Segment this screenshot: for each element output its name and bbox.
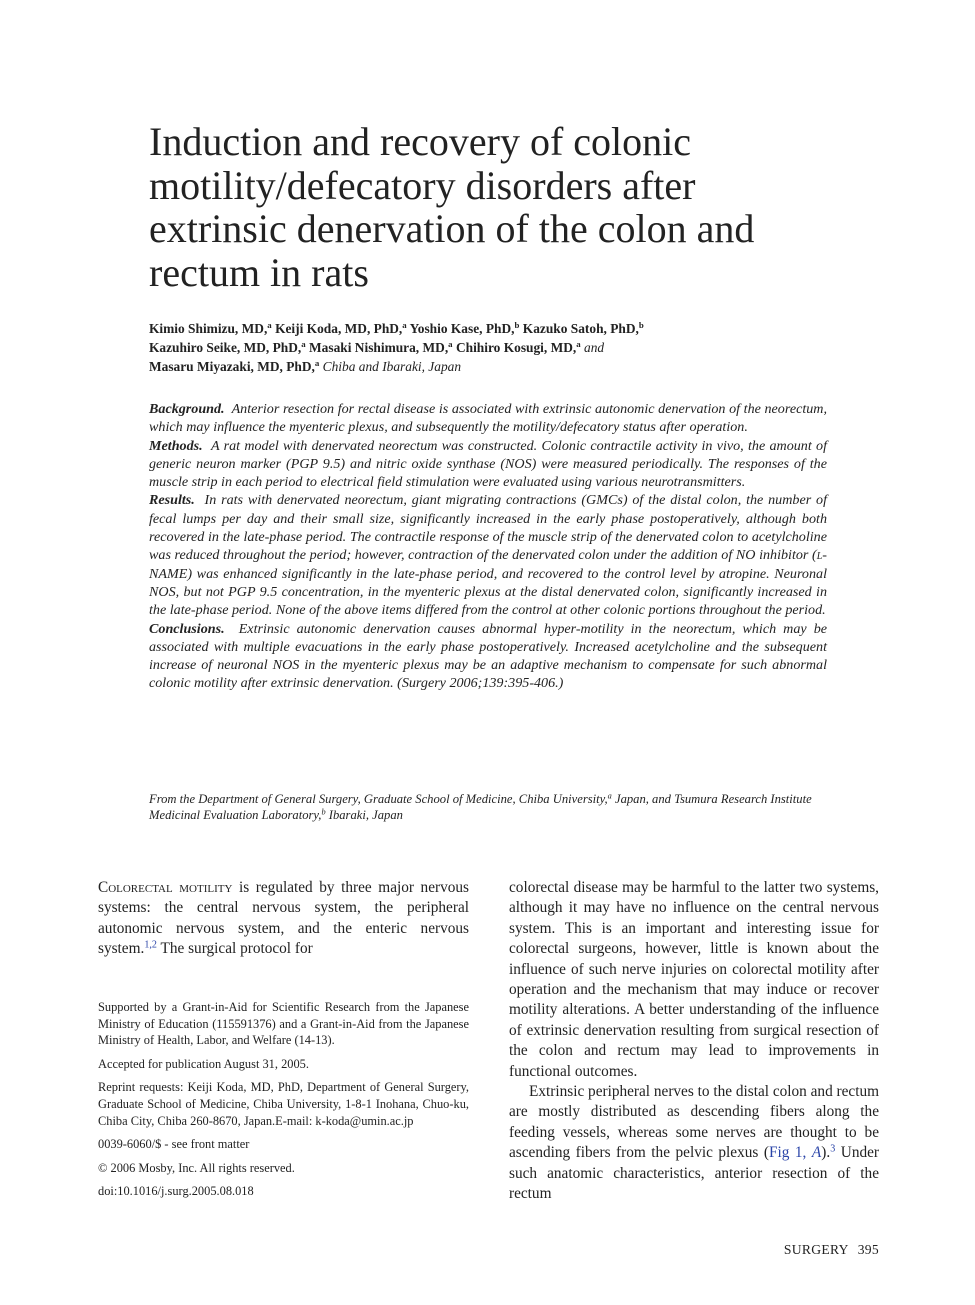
body-text: ). (821, 1144, 831, 1162)
figure-panel-label: A (811, 1144, 822, 1162)
affiliation-text: From the Department of General Surgery, Graduate School of Medicine, Chiba University, (149, 792, 608, 806)
article-title: Induction and recovery of colonic motility/defecatory disorders after extrinsic denervation of the colon and rectum in rats (149, 119, 755, 295)
author-name: Masaru Miyazaki, MD, PhD, (149, 359, 315, 374)
affiliation-text: Japan, and Tsumura Research Institute Medicinal Evaluation Laboratory, (149, 792, 812, 823)
lead-in: Colorectal motility (98, 879, 233, 896)
affiliation-marker: a (267, 320, 272, 331)
abstract-lname-prefix: l (816, 547, 823, 564)
affiliation-marker: a (301, 339, 306, 350)
abstract-text-background: Anterior resection for rectal disease is associated with extrinsic autonomic denervation of the neorectum, which may influence the myenteric plexus, and subsequently the motility/defecatory status after operation. (149, 401, 827, 436)
page-footer (784, 1242, 879, 1258)
copyright-line: © 2006 Mosby, Inc. All rights reserved. (98, 1160, 295, 1175)
author-name: Kazuhiro Seike, MD, PhD, (149, 340, 302, 355)
abstract-conclusions (149, 620, 827, 693)
reference-link[interactable]: 3 (830, 1143, 836, 1155)
affiliation-note (149, 791, 829, 824)
journal-name: SURGERY (783, 1242, 849, 1257)
body-paragraph: colorectal disease may be harmful to the latter two systems, although it may have no influence on the central nervous system. This is an important and interesting issue for colorectal surgeons, however, little is known about the influence of such nerve injuries on colorectal motility after operation and the mechanism that may induce or recover motility alterations. A better understanding of the influence of extrinsic denervation resulting from surgical resection of the colon and rectum may lead to improvements in functional outcomes. (509, 879, 879, 1080)
affiliation-marker: b (638, 320, 644, 331)
affiliation-marker: a (448, 339, 453, 350)
affiliation-marker: a (607, 791, 612, 801)
abstract-results (149, 491, 827, 619)
abstract-heading-methods: Methods. (149, 437, 203, 454)
abstract-heading-background: Background. (149, 401, 225, 417)
author-name: Chihiro Kosugi, MD, (455, 340, 577, 355)
accepted-date: Accepted for publication August 31, 2005. (98, 1056, 309, 1071)
abstract-text-conclusions: Extrinsic autonomic denervation causes abnormal hyper-motility in the neorectum, which may be associated with multiple evacuations in the early phase postoperatively. Increased acetylcholine and the subsequent increase of neuronal NOS in the myenteric plexus may be an adaptive mechanism to compensate for such abnormal colonic motility after extrinsic denervation. (Surgery 2006;139:395-406.) (149, 620, 827, 692)
abstract-heading-results: Results. (149, 492, 195, 509)
abstract-background (149, 400, 827, 437)
footnotes (98, 999, 469, 1207)
body-text: Extrinsic peripheral nerves to the distal colon and rectum are mostly distributed as descending fibers along the feeding vessels, whereas some nerves are thought to be ascending fibers from the pelvic plexus ( (509, 1083, 880, 1162)
author-name: Yoshio Kase, PhD, (409, 321, 515, 336)
affiliation-marker: b (321, 807, 326, 817)
affiliation-marker: a (314, 358, 320, 369)
body-column-right (509, 878, 879, 1205)
abstract-heading-conclusions: Conclusions. (149, 620, 225, 637)
body-column-left (98, 878, 469, 960)
abstract (149, 400, 827, 693)
abstract-methods (149, 437, 827, 492)
doi-line: doi:10.1016/j.surg.2005.08.018 (98, 1184, 254, 1199)
funding-note: Supported by a Grant-in-Aid for Scientific Research from the Japanese Ministry of Education (115591376) and a Grant-in-Aid from the Japanese Ministry of Health, Labor, and Welfare (14-13). (98, 1000, 469, 1048)
body-text: The surgical protocol for (160, 940, 313, 958)
abstract-text-results-cont: -NAME) was enhanced significantly in the late-phase period, and recovered to the control level by atropine. Neuronal NOS, but not PGP 9.5 concentration, in the myenteric plexus at the distal denervated colon, significantly increased in the late-phase period. None of the above items differed from the control at other colonic portions throughout the period. (149, 547, 827, 619)
author-location: Chiba and Ibaraki, Japan (322, 359, 462, 374)
body-text: is regulated by three major nervous systems: the central nervous system, the peripheral autonomic nervous system, and the enteric nervous system. (98, 879, 469, 958)
body-paragraph (98, 878, 469, 960)
author-conjunction: and (584, 340, 605, 355)
affiliation-text: Ibaraki, Japan (328, 808, 403, 823)
issn-line: 0039-6060/$ - see front matter (98, 1137, 250, 1152)
author-name: Kazuko Satoh, PhD, (522, 321, 639, 336)
body-text: Under such anatomic characteristics, anterior resection of the rectum (509, 1144, 879, 1203)
affiliation-marker: b (514, 320, 520, 331)
abstract-text-methods: A rat model with denervated neorectum was constructed. Colonic contractile activity in vivo, the amount of generic neuron marker (PGP 9.5) and nitric oxide synthase (NOS) were measured periodically. The responses of the muscle strip in each period to electrical field stimulation were evaluated using various neurotransmitters. (149, 437, 827, 491)
affiliation-marker: a (576, 339, 581, 350)
reprint-requests: Reprint requests: Keiji Koda, MD, PhD, Department of General Surgery, Graduate School of Medicine, Chiba University, 1-8-1 Inohana, Chuo-ku, Chiba City, Chiba 260-8670, Japan.E-mail: k-koda@umin.ac.jp (98, 1080, 469, 1128)
figure-link-label: Fig 1 (768, 1144, 803, 1162)
author-list (149, 319, 849, 376)
figure-link[interactable]: Fig 1, A (768, 1144, 822, 1162)
affiliation-marker: a (402, 320, 407, 331)
body-paragraph (509, 1082, 879, 1204)
author-name: Kimio Shimizu, MD, (149, 321, 268, 336)
reference-link[interactable]: 1,2 (144, 939, 157, 951)
page-number: 395 (857, 1242, 879, 1257)
abstract-text-results: In rats with denervated neorectum, giant migrating contractions (GMCs) of the distal colon, the number of fecal lumps per day and their small size, significantly increased in the early phase postoperatively, although both recovered in the late-phase period. The contractile response of the muscle strip of the denervated colon to acetylcholine was reduced throughout the period; however, contraction of the denervated colon under the addition of NO inhibitor ( (149, 492, 827, 564)
author-name: Masaki Nishimura, MD, (309, 340, 449, 355)
author-name: Keiji Koda, MD, PhD, (275, 321, 403, 336)
